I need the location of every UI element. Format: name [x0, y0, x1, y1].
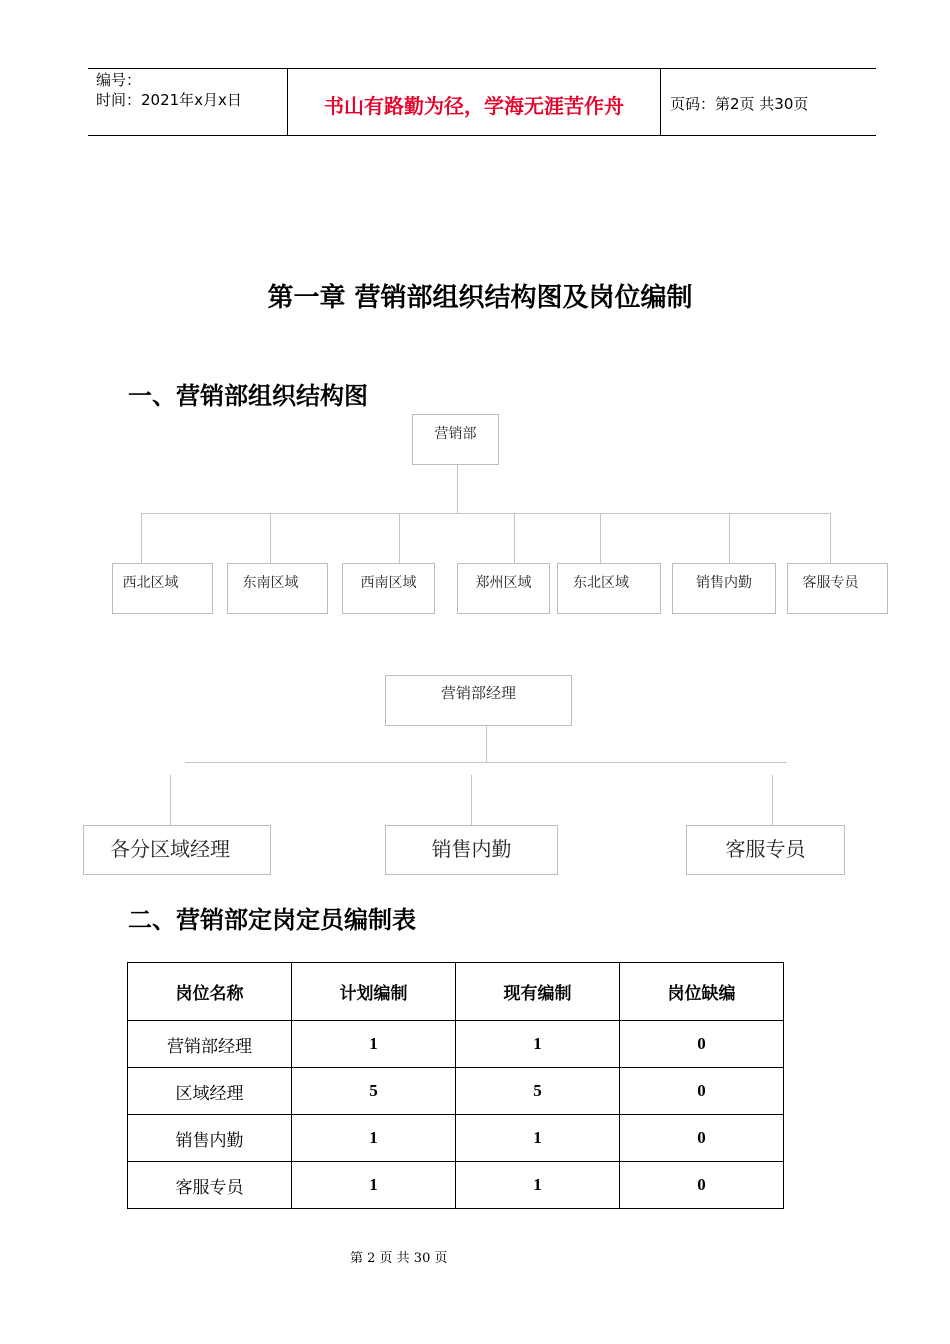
- org1-drop-line: [270, 513, 271, 563]
- org1-child-label: 西南区域: [360, 575, 417, 591]
- org2-root-box: [385, 675, 572, 726]
- header-motto: 书山有路勤为径，学海无涯苦作舟: [324, 94, 624, 118]
- table-header-cell: 岗位缺编: [620, 963, 784, 1021]
- table-row: [128, 1115, 784, 1162]
- table-cell: 区域经理: [128, 1068, 292, 1115]
- table-cell: 5: [456, 1068, 620, 1115]
- org1-trunk-line: [457, 465, 458, 513]
- table-row: [128, 1068, 784, 1115]
- section2-title: 二、营销部定岗定员编制表: [128, 906, 416, 934]
- header-bottom-rule: [88, 135, 876, 136]
- table-header-cell: 岗位名称: [128, 963, 292, 1021]
- table-cell: 5: [292, 1068, 456, 1115]
- org1-drop-line: [600, 513, 601, 563]
- org2-drop-line: [471, 775, 472, 825]
- table-cell: 销售内勤: [128, 1115, 292, 1162]
- org1-child-box: [342, 563, 435, 614]
- table-cell: 0: [620, 1162, 784, 1209]
- staffing-table: [127, 962, 784, 1209]
- section1-title: 一、营销部组织结构图: [128, 382, 368, 410]
- table-cell: 1: [456, 1021, 620, 1068]
- org1-child-label: 东南区域: [242, 575, 299, 591]
- table-cell: 1: [292, 1162, 456, 1209]
- header-divider-right: [660, 68, 661, 136]
- org1-child-label: 郑州区域: [475, 575, 532, 591]
- org2-child-box: [385, 825, 558, 875]
- header-page-number: 页码：第2页 共30页: [670, 95, 809, 113]
- org2-child-label: 销售内勤: [431, 837, 512, 861]
- org1-root-label: 营销部: [434, 426, 477, 442]
- org1-child-box: [557, 563, 661, 614]
- org1-drop-line: [514, 513, 515, 563]
- org1-drop-line: [830, 513, 831, 563]
- org1-drop-line: [141, 513, 142, 563]
- page-footer: 第 2 页 共 30 页: [350, 1251, 448, 1266]
- org1-child-box: [112, 563, 213, 614]
- table-header-cell: 现有编制: [456, 963, 620, 1021]
- table-row: [128, 1021, 784, 1068]
- header-top-rule: [88, 68, 876, 69]
- table-cell: 营销部经理: [128, 1021, 292, 1068]
- table-cell: 0: [620, 1068, 784, 1115]
- header-meta: [96, 70, 242, 110]
- org2-root-label: 营销部经理: [440, 684, 516, 702]
- table-cell: 0: [620, 1021, 784, 1068]
- org1-child-label: 东北区域: [573, 575, 629, 591]
- header-number: 编号：: [96, 71, 142, 89]
- chapter-title: 第一章 营销部组织结构图及岗位编制: [267, 283, 693, 313]
- org2-drop-line: [772, 775, 773, 825]
- table-cell: 1: [456, 1115, 620, 1162]
- table-header-cell: 计划编制: [292, 963, 456, 1021]
- org1-root-box: [412, 414, 499, 465]
- org2-child-label: 各分区域经理: [110, 837, 230, 861]
- org1-drop-line: [729, 513, 730, 563]
- table-row: [128, 1162, 784, 1209]
- org1-child-label: 客服专员: [802, 575, 859, 591]
- org1-child-label: 西北区域: [122, 575, 179, 591]
- header-time: 时间：2021年x月x日: [96, 91, 242, 109]
- org2-trunk-line: [486, 726, 487, 762]
- table-cell: 1: [456, 1162, 620, 1209]
- org1-child-box: [457, 563, 550, 614]
- table-cell: 1: [292, 1021, 456, 1068]
- org2-child-box: [83, 825, 271, 875]
- org1-drop-line: [399, 513, 400, 563]
- org2-branch-line: [185, 762, 787, 763]
- table-header-row: [128, 963, 784, 1021]
- org2-child-label: 客服专员: [725, 837, 806, 861]
- org1-child-box: [227, 563, 328, 614]
- org2-child-box: [686, 825, 845, 875]
- table-cell: 客服专员: [128, 1162, 292, 1209]
- org1-child-label: 销售内勤: [696, 575, 752, 591]
- org1-child-box: [787, 563, 888, 614]
- table-cell: 0: [620, 1115, 784, 1162]
- table-cell: 1: [292, 1115, 456, 1162]
- org1-branch-line: [141, 513, 831, 514]
- org2-drop-line: [170, 775, 171, 825]
- org1-child-box: [672, 563, 776, 614]
